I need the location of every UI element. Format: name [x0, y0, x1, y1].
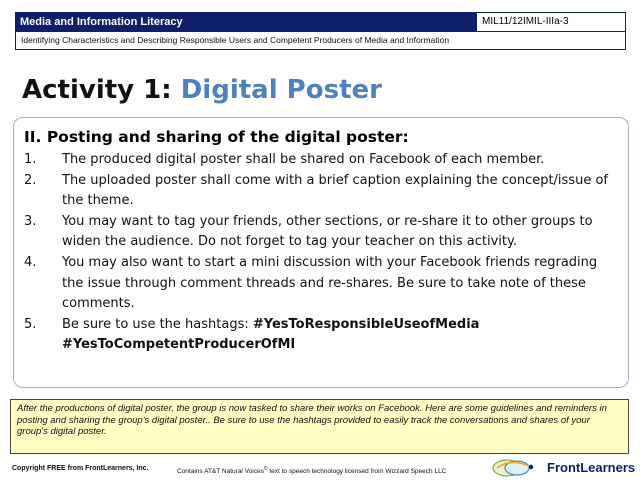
hashtag-intro: Be sure to use the hashtags:: [62, 316, 253, 332]
instruction-note: After the productions of digital poster, the group is now tasked to share their works on Facebook. Here are some guidelines and reminders in posting and sharing the group's digital poster.. Be sure to use the hashtags provided to easily track the conversations and shares of your group's digital poster.: [10, 399, 629, 454]
steps-list: [24, 150, 616, 356]
list-item: [24, 171, 616, 212]
step-text: You may also want to start a mini discussion with your Facebook friends regrading the issue through comment threads and re-shares. Be sure to take note of these comments.: [62, 254, 598, 312]
copyright-notice: [12, 464, 149, 474]
voices-prefix: Contains AT&T Natural Voices: [177, 468, 264, 476]
logo-text: FrontLearners: [547, 459, 636, 475]
instructions-box: [13, 117, 629, 388]
course-code: MIL11/12IMIL-IIIa-3: [476, 12, 626, 32]
course-title: Media and Information Literacy: [20, 16, 183, 28]
section-heading: II. Posting and sharing of the digital poster:: [24, 128, 409, 146]
step-number: 3.: [24, 213, 37, 229]
step-number: 4.: [24, 254, 37, 270]
step-text: You may want to tag your friends, other sections, or re-share it to other groups to widen the audience. Do not forget to tag your teacher on this activity.: [62, 213, 593, 250]
activity-title: [22, 74, 382, 106]
list-item: [24, 150, 616, 171]
activity-title-prefix: Activity 1:: [22, 75, 181, 105]
list-item: [24, 253, 616, 315]
frontlearners-logo-icon: [491, 456, 545, 478]
voices-suffix: text to speech technology licensed from Wizzard Speech LLC: [267, 468, 447, 476]
copyright-mark: ©: [263, 466, 268, 472]
step-number: 2.: [24, 172, 37, 188]
frontlearners-logo: [491, 456, 635, 478]
course-header: [15, 12, 626, 32]
lesson-subtitle: Identifying Characteristics and Describing Responsible Users and Competent Producers of Media and Information: [15, 32, 626, 50]
hashtag-responsible-use: #YesToResponsibleUseofMedia: [252, 316, 480, 332]
list-item: [24, 315, 616, 356]
activity-title-name: Digital Poster: [180, 75, 382, 105]
step-text: The produced digital poster shall be shared on Facebook of each member.: [62, 152, 545, 167]
list-item: [24, 212, 616, 253]
step-number: 1.: [24, 152, 37, 167]
voice-license-notice: [177, 464, 446, 477]
copyright-text: Copyright FREE from FrontLearners, Inc.: [12, 465, 149, 472]
hashtag-competent-producer: #YesToCompetentProducerOfMI: [62, 337, 296, 353]
step-text: The uploaded poster shall come with a brief caption explaining the concept/issue of the theme.: [62, 172, 608, 209]
step-text-hashtags: [62, 315, 616, 356]
step-number: 5.: [24, 316, 37, 332]
